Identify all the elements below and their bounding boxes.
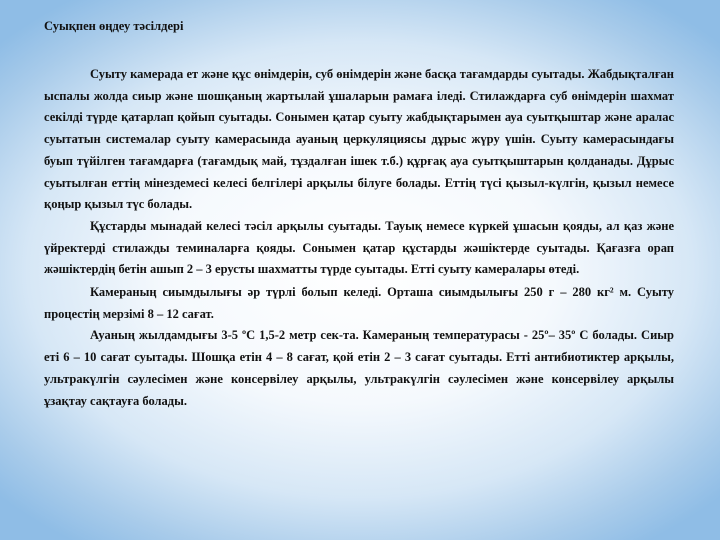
paragraph-air-temperature: Ауаның жылдамдығы 3-5 ºС 1,5-2 метр сек-та. Камераның температурасы - 25º– 35º С болады. Сиыр еті 6 – 10 сағат суытады. Шошқа етін 4 – 8 сағат, қой етін 2 – 3 сағат суытады. Етті антибиотиктер арқылы, ультракүлгін сәулесімен және консервілеу арқылы, ультракүлгін сәулесімен және консервілеу арқылы ұзақтау сақтауға болады. (44, 328, 674, 408)
slide-content (44, 18, 674, 412)
paragraph-poultry-chilling: Құстарды мынадай келесі тәсіл арқылы суытады. Тауық немесе күркей ұшасын қояды, ал қаз және үйректерді стилажды теминаларға қояды. Сонымен қатар құстарды жәшіктерде суытады. Қағазға орап жәшіктердің бетін ашып 2 – 3 ерусты шахматты түрде суытады. Етті суыту камералары өтеді. (44, 218, 674, 277)
paragraph-chamber-capacity: Камераның сиымдылығы әр түрлі болып келеді. Орташа сиымдылығы 250 г – 280 кг² м. Суыту процестің мерзімі 8 – 12 сағат. (44, 285, 674, 321)
document-title: Суықпен өңдеу тәсілдері (44, 19, 184, 33)
paragraph-chilling-chamber: Суыту камерада ет және құс өнімдерін, суб өнімдерін және басқа тағамдарды суытады. Жабдықталған ыспалы жолда сиыр және шошқаның жартылай ұшаларын рамаға іледі. Стилаждарға суб өнімдерін шахмат секілді түрде қатарлап қойып суытады. Сонымен қатар суыту жабдықтарымен ауа суытқыштар және аралас суытатын системалар суыту камерасында ауаның церкуляциясы дұрыс жүру үшін. Суыту камерасындағы буып түйілген тағамдарға (тағамдық май, тұздалған ішек т.б.) құрғақ ауа суытқыштарын қолданады. Дұрыс суытылған еттің мінездемесі келесі белгілері арқылы білуге болады. Еттің түсі қызыл-күлгін, қызыл немесе қоңыр қызыл түс болады. (44, 67, 674, 212)
